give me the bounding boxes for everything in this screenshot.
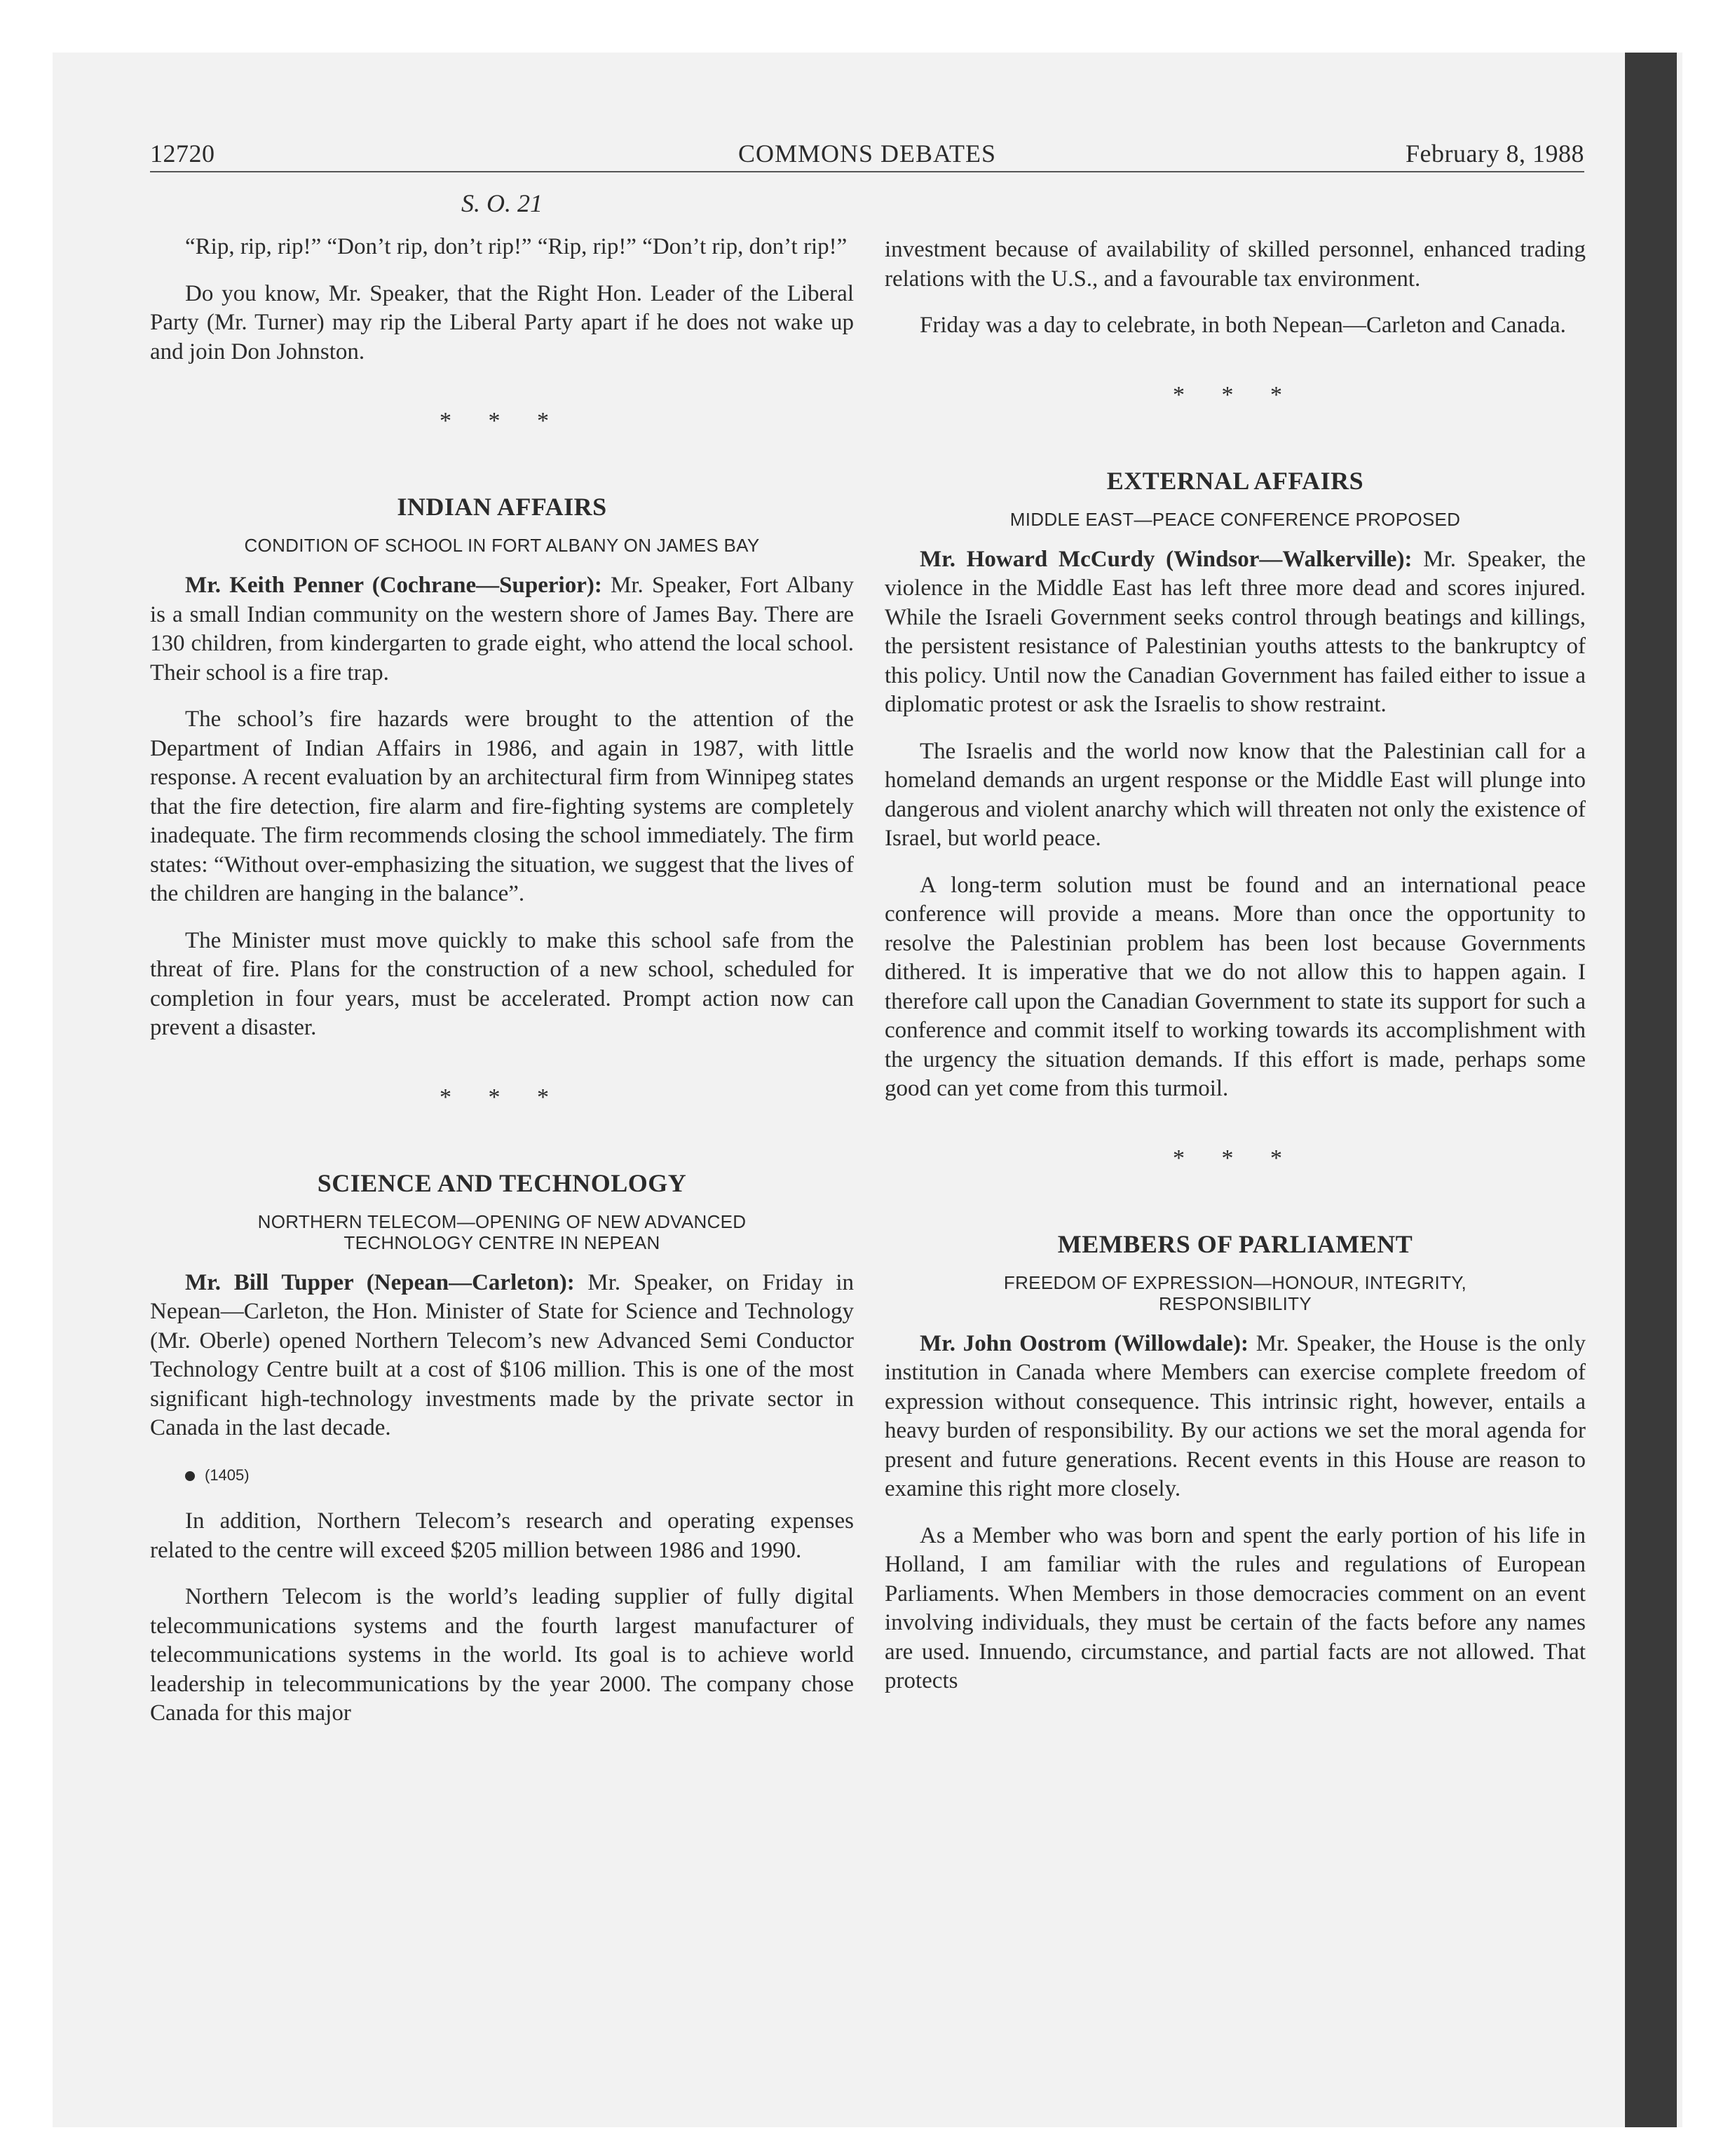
bullet-icon <box>185 1471 195 1481</box>
speaker-name: Mr. John Oostrom (Willowdale): <box>920 1330 1248 1356</box>
speech-text: Mr. Speaker, the violence in the Middle East has left three more dead and scores injured. While the Israeli Government seeks control through beatings and killings, the persistent resistance of Palestinian youths attests to the bankruptcy of this policy. Until now the Canadian Government has failed either to issue a diplomatic protest or ask the Israelis to show restraint. <box>885 546 1586 717</box>
paragraph <box>150 1269 854 1443</box>
left-column <box>150 189 854 1746</box>
subtitle-line: TECHNOLOGY CENTRE IN NEPEAN <box>343 1231 660 1253</box>
subtitle-line: RESPONSIBILITY <box>1158 1292 1312 1314</box>
page-header <box>150 139 1584 172</box>
speech-text: Mr. Speaker, on Friday in Nepean—Carleton, the Hon. Minister of State for Science and Technology (Mr. Oberle) opened Northern Telecom’s new Advanced Semi Conductor Technology Centre built at a cost of $106 million. This is one of the most significant high-technology investments made by the private sector in Canada in the last decade. <box>150 1269 854 1440</box>
section-title-science-technology: SCIENCE AND TECHNOLOGY <box>317 1168 687 1197</box>
speaker-name: Mr. Howard McCurdy (Windsor—Walkerville): <box>920 546 1413 572</box>
speech-text: Mr. Speaker, Fort Albany is a small Indian community on the western shore of James Bay. There are 130 children, from kindergarten to grade eight, who attend the local school. Their school is a fire trap. <box>150 573 855 685</box>
section-separator: * * * <box>440 408 564 434</box>
publication-title: COMMONS DEBATES <box>737 139 997 168</box>
scan-edge-shadow <box>1625 53 1677 2127</box>
publication-date: February 8, 1988 <box>1406 139 1584 168</box>
subtitle-line: NORTHERN TELECOM—OPENING OF NEW ADVANCED <box>257 1210 747 1232</box>
section-subtitle: CONDITION OF SCHOOL IN FORT ALBANY ON JAMES BAY <box>244 535 760 556</box>
paragraph: Northern Telecom is the world’s leading supplier of fully digital telecommunications systems and the fourth largest manufacturer of telecommunications systems in the world. Its goal is to achieve world leadership in telecommunications by the year 2000. The company chose Canada for this major <box>150 1584 854 1726</box>
paragraph: The Minister must move quickly to make this school safe from the threat of fire. Plans for the construction of a new school, scheduled for completion in four years, must be accelerated. Prompt action now can prevent a disaster. <box>150 927 854 1040</box>
timestamp <box>150 1461 854 1490</box>
paragraph: investment because of availability of skilled personnel, enhanced trading relations with the U.S., and a favourable tax environment. <box>885 237 1586 292</box>
subtitle-line: FREEDOM OF EXPRESSION—HONOUR, INTEGRITY, <box>1003 1271 1467 1293</box>
paragraph: The school’s fire hazards were brought to the attention of the Department of Indian Affairs in 1986, and again in 1987, with little response. A recent evaluation by an architectural firm from Winnipeg states that the fire detection, fire alarm and fire-fighting systems are completely inadequate. The firm recommends closing the school immediately. The firm states: “Without over-emphasizing the situation, we suggest that the lives of the children are hanging in the balance”. <box>150 707 854 906</box>
section-subtitle: MIDDLE EAST—PEACE CONFERENCE PROPOSED <box>1009 508 1461 530</box>
right-column <box>885 236 1586 1714</box>
paragraph <box>885 545 1586 720</box>
paragraph: Friday was a day to celebrate, in both Nepean—Carleton and Canada. <box>920 313 1566 338</box>
section-title-members-of-parliament: MEMBERS OF PARLIAMENT <box>1057 1229 1413 1258</box>
paragraph: A long-term solution must be found and an international peace conference will provide a means. More than once the opportunity to resolve the Palestinian problem has been lost because Governments dithered. It is imperative that we do not allow this to happen again. I therefore call upon the Canadian Government to state its support for such a conference and commit itself to working towards its accomplishment with the urgency the situation demands. If this effort is made, perhaps some good can yet come from this turmoil. <box>885 872 1586 1101</box>
page-number: 12720 <box>150 139 215 168</box>
paragraph: “Rip, rip, rip!” “Don’t rip, don’t rip!” “Rip, rip!” “Don’t rip, don’t rip!” <box>185 234 848 259</box>
paragraph: Do you know, Mr. Speaker, that the Right Hon. Leader of the Liberal Party (Mr. Turner) may rip the Liberal Party apart if he does not wake up and join Don Johnston. <box>150 280 854 364</box>
paragraph <box>150 571 854 688</box>
paragraph: As a Member who was born and spent the early portion of his life in Holland, I am familiar with the rules and regulations of European Parliaments. When Members in those democracies comment on an event involving individuals, they must be certain of the facts before any names are used. Innuendo, circumstance, and partial facts are not allowed. That protects <box>885 1522 1586 1693</box>
speech-text: Mr. Speaker, the House is the only institution in Canada where Members can exercise complete freedom of expression without consequence. This intrinsic right, however, entails a heavy burden of responsibility. By our actions we set the moral agenda for present and future generations. Recent events in this House are reason to examine this right more closely. <box>885 1330 1586 1501</box>
section-subtitle <box>150 1211 854 1253</box>
section-separator: * * * <box>440 1084 564 1110</box>
paragraph <box>885 1330 1586 1504</box>
standing-order-heading: S. O. 21 <box>461 189 543 217</box>
section-title-external-affairs: EXTERNAL AFFAIRS <box>1106 466 1364 495</box>
speaker-name: Mr. Keith Penner (Cochrane—Superior): <box>185 573 602 598</box>
section-subtitle <box>885 1272 1586 1314</box>
header-rule <box>150 171 1584 172</box>
section-separator: * * * <box>1173 1145 1298 1171</box>
speaker-name: Mr. Bill Tupper (Nepean—Carleton): <box>185 1269 575 1295</box>
paragraph: The Israelis and the world now know that the Palestinian call for a homeland demands an urgent response or the Middle East will plunge into dangerous and violent anarchy which will threaten not only the existence of Israel, but world peace. <box>885 738 1586 851</box>
paragraph: In addition, Northern Telecom’s research and operating expenses related to the centre will exceed $205 million between 1986 and 1990. <box>150 1508 854 1563</box>
timestamp-text: (1405) <box>205 1466 250 1484</box>
section-title-indian-affairs: INDIAN AFFAIRS <box>397 493 607 521</box>
section-separator: * * * <box>1173 381 1298 408</box>
